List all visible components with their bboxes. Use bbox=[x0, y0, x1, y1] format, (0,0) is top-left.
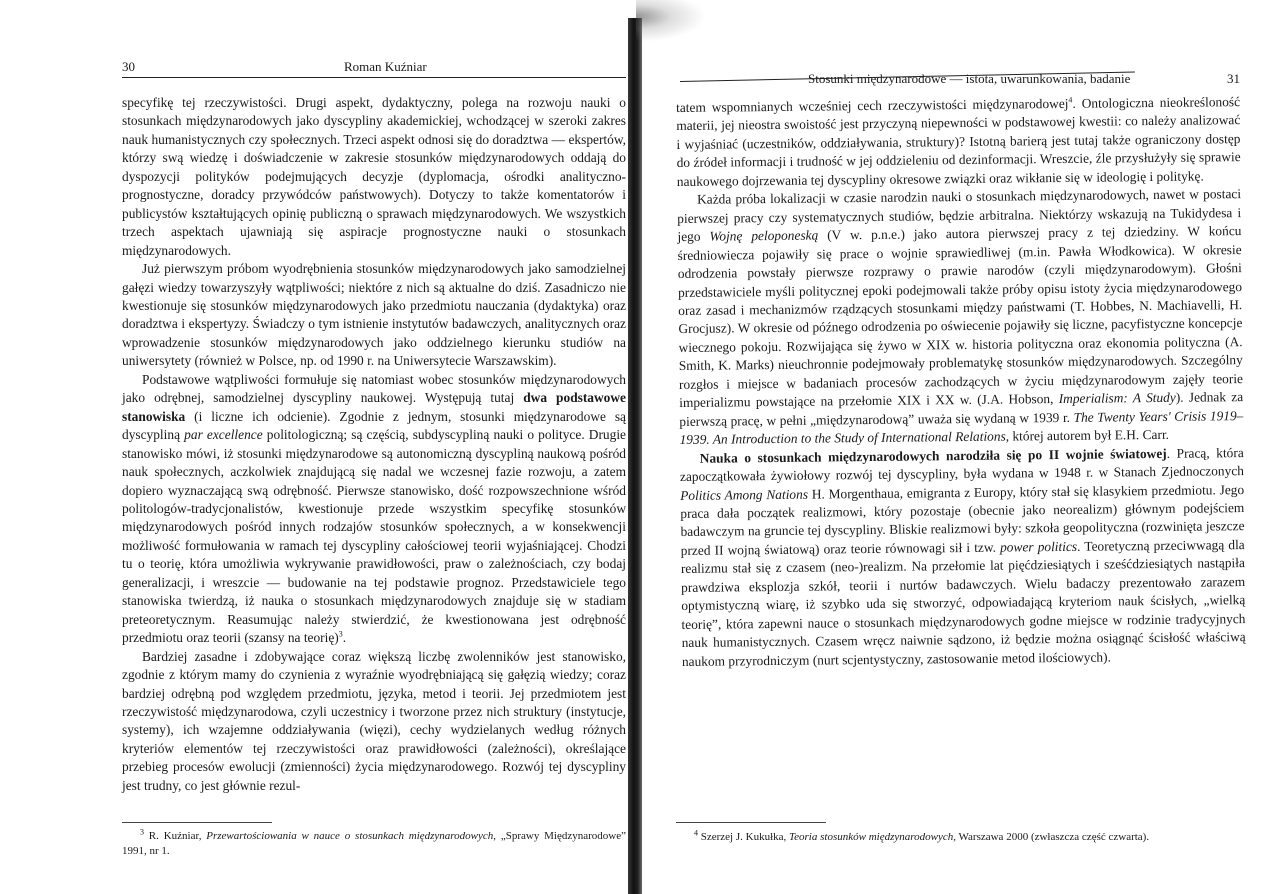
text-run: . Ontologiczna nieokreśloność materii, jej nieostra swoistość jest przyczyną niepewności w podstawowej kwestii: co należy analizować i wyjaśniać (uczestników, oddziaływania, struktury)? Istotną barierą jest tutaj także ograniczony dostęp do źródeł informacji i trudność w jej oddzieleniu od dezinformacji. Wreszcie, źle przysłużyły się sprawie naukowego dojrzewania tej dyscypliny okresowe związki oraz wikłanie się w ideologię i politykę. bbox=[676, 94, 1241, 189]
text-run: Bardziej zasadne i zdobywające coraz większą liczbę zwolenników jest stanowisko, zgodnie z którym mamy do czynienia z wyraźnie wyodrębniającą się gałęzią wiedzy; coraz bardziej odrębną pod względem przedmiotu, języka, metod i teorii. Jej przedmiotem jest rzeczywistość międzynarodowa, czyli uczestnicy i tworzone przez nich struktury (instytucje, systemy), ich wzajemne oddziaływania (więzi), cechy wydzielanych według różnych kryteriów elementów tej rzeczywistości oraz prawidłowości (zależności), określające przebieg procesów ewolucji (zmienności) życia międzynarodowego. Rozwój tej dyscypliny jest trudny, co jest głównie rezul- bbox=[122, 648, 626, 793]
text-run: , Warszawa 2000 (zwłaszcza część czwarta). bbox=[953, 831, 1150, 843]
text-run: politologiczną; są częścią, subdyscypliną nauki o polityce. Drugie stanowisko mówi, iż stosunki międzynarodowe są autonomiczną dyscypliną naukową pośród nauk społecznych, aczkolwiek znajdującą się nadal we wczesnej fazie rozwoju, a zatem dopiero wyznaczającą swą odrębność. Pierwsze stanowisko, dość rozpowszechnione wśród politologów-tradycjonalistów, kwestionuje przede wszystkim specyfikę stosunków międzynarodowych pośród innych rodzajów stosunków społecznych, a w konsekwencji możliwość formułowania w ramach tej dyscypliny całościowej teorii wyjaśniającej. Chodzi tu o teorię, która umożliwia wykrywanie prawidłowości, praw o zależnościach, czy bodaj generalizacji, i wreszcie — budowanie na tej podstawie prognoz. Przedstawiciele tego stanowiska twierdzą, iż nauka o stosunkach międzynarodowych znajduje się w stadiam preteoretycznym. Reasumując należy stwierdzić, że kwestionowana jest odrębność przedmiotu oraz teorii (szansy na teorię) bbox=[122, 427, 626, 646]
text-run: . Teoretyczną przeciwwagą dla realizmu stał się z czasem (neo-)realizm. Na przełomie lat pięćdziesiątych i sześćdziesiątych nastąpiła prawdziwa eksplozja szkół, teorii i nurtów badawczych. Wielu badaczy prezentowało zarazem optymistyczną wiarę, iż szybko uda się stworzyć, odpowiadającą kryteriom nauk ścisłych, „wielką teorię”, która zapewni nauce o stosunkach międzynarodowych godne miejsce w rodzinie tradycyjnych nauk humanistycznych. Czasem wręcz naiwnie sądzono, iż będzie można osiągnąć ścisłość właściwą naukom przyrodniczym (nurt scjentystyczny, zastosowanie metod ilościowych). bbox=[680, 536, 1246, 669]
left-footnotes bbox=[122, 829, 626, 858]
text-run: ). Jednak za pierwszą pracę, w pełni „międzynarodową” uważa się wydaną w 1939 r. bbox=[679, 389, 1244, 429]
text-run: Politics Among Nations bbox=[680, 486, 809, 503]
left-footnote-rule bbox=[122, 822, 272, 823]
text-run: specyfikę tej rzeczywistości. Drugi aspekt, dydaktyczny, polega na rozwoju nauki o stosunkach międzynarodowych jako dyscypliny akademickiej, wchodzącej w szeroki zakres nauk humanistycznych czy społecznych. Trzeci aspekt odnosi się do doradztwa — ekspertów, którzy swą wiedzę i doświadczenie w zakresie stosunków międzynarodowych oddają do dyspozycji polityków podejmujących decyzje (dyplomacja, ośrodki analityczno-prognostyczne, doradcy przywódców państwowych). Dotyczy to także komentatorów i publicystów kształtujących opinię publiczną o sprawach międzynarodowych. We wszystkich trzech aspektach ujawniają się aspiracje prognostyczne nauki o stosunkach międzynarodowych. bbox=[122, 95, 626, 258]
text-run: H. Morgenthaua, emigranta z Europy, który stał się klasykiem przedmiotu. Jego praca dała początek realizmowi, który pozostaje (obecnie jako neorealizm) głównym podejściem badawczym na gruncie tej dyscypliny. Bliskie realizmowi były: szkoła geopolityczna (rozwinięta jeszcze przed II wojną światową) oraz teorie równowagi sił i tzw. bbox=[680, 481, 1245, 558]
footnote-marker: 4 bbox=[694, 828, 698, 838]
right-footnotes bbox=[676, 830, 1240, 845]
footnote-marker: 3 bbox=[140, 827, 144, 837]
right-body-text-paragraph bbox=[677, 185, 1244, 449]
text-run: The Twenty Years' Crisis 1919–1939. An Introduction to the Study of International Relations bbox=[679, 407, 1244, 448]
text-run: , „Sprawy Międzynarodowe” 1991, nr 1. bbox=[122, 830, 626, 857]
footnote-marker: 3 bbox=[338, 629, 343, 639]
right-footnotes-paragraph bbox=[676, 830, 1240, 845]
text-run: , której autorem był E.H. Carr. bbox=[1005, 427, 1170, 444]
left-body-text bbox=[122, 94, 626, 795]
text-run: tatem wspomnianych wcześniej cech rzeczywistości międzynarodowej bbox=[676, 95, 1069, 115]
text-run: (V w. p.n.e.) jako autora pierwszej pracy z tej dziedziny. W końcu średniowiecza pojawiły się prace o wojnie sprawiedliwej (m.in. Pawła Włodkowica). W okresie odrodzenia powstały pierwsze rozprawy o prawie narodów (czyli międzynarodowym). Głośni przedstawiciele myśli politycznej epoki podejmowali także próby opisu istoty życia międzynarodowego oraz zasad i mechanizmów rządzących stosunkami między państwami (T. Hobbes, N. Machiavelli, H. Grocjusz). W okresie od późnego odrodzenia po oświecenie pojawiły się liczne, pacyfistyczne koncepcje wiecznego pokoju. Rozwijająca się żywo w XIX w. historia polityczna oraz ekonomia polityczna (A. Smith, K. Marks) nieuchronnie podejmowały problematykę stosunków międzynarodowych. Szczególny rozgłos i miejsce w badaniach procesów zachodzących w życiu międzynarodowym zajęły teorie imperializmu powstające na przełomie XIX i XX w. (J.A. Hobson, bbox=[677, 223, 1244, 411]
left-body-text-paragraph bbox=[122, 648, 626, 796]
text-run: Teoria stosunków międzynarodowych bbox=[789, 831, 954, 843]
text-run: dwa podstawowe stanowiska bbox=[122, 390, 626, 424]
right-page-number: 31 bbox=[1227, 71, 1240, 86]
text-run: Wojnę peloponeską bbox=[709, 227, 819, 244]
right-body-text-paragraph bbox=[680, 444, 1246, 671]
left-body-text-paragraph bbox=[122, 371, 626, 648]
right-footnote-rule bbox=[676, 822, 826, 823]
left-page-number: 30 bbox=[122, 59, 135, 74]
right-body-text-paragraph bbox=[676, 93, 1241, 191]
left-running-head bbox=[122, 59, 626, 78]
left-footnotes-paragraph bbox=[122, 829, 626, 858]
text-run: Przewartościowania w nauce o stosunkach międzynarodowych bbox=[206, 830, 494, 842]
right-body-text bbox=[676, 93, 1246, 671]
text-run: Imperialism: A Study bbox=[1058, 390, 1176, 407]
text-run: . Pracą, która zapoczątkowała żywiołowy rozwój tej dyscypliny, była wydana w 1948 r. w Stanach Zjednoczonych bbox=[679, 444, 1245, 485]
text-run: R. Kuźniar, bbox=[144, 830, 207, 842]
left-running-title: Roman Kuźniar bbox=[344, 59, 427, 74]
text-run: Każda próba lokalizacji w czasie narodzin nauki o stosunkach międzynarodowych, nawet w postaci pierwszej pracy czy systematycznych studiów, będzie arbitralna. Niektórzy wskazują na Tukidydesa i jego bbox=[677, 186, 1242, 245]
text-run: Już pierwszym próbom wyodrębnienia stosunków międzynarodowych jako samodzielnej gałęzi wiedzy towarzyszyły wątpliwości; niektóre z nich są aktualne do dziś. Zasadniczo nie kwestionuje się stosunków międzynarodowych jako przedmiotu nauczania (dydaktyka) oraz doradztwa i ekspertyzy. Świadczy o tym istnienie instytutów badawczych, analitycznych oraz wprowadzenie stosunków międzynarodowych jako oddzielnego kierunku studiów na uniwersytety (również w Polsce, np. od 1990 r. na Uniwersytecie Warszawskim). bbox=[122, 261, 626, 369]
text-run: par excellence bbox=[184, 427, 263, 443]
footnote-marker: 4 bbox=[1068, 95, 1073, 105]
text-run: . bbox=[342, 630, 347, 646]
right-running-title: Stosunki międzynarodowe — istota, uwarunkowania, badanie bbox=[808, 71, 1131, 86]
text-run: power politics bbox=[999, 538, 1078, 555]
right-page bbox=[640, 0, 1262, 894]
text-run: (i liczne ich odcienie). Zgodnie z jednym, stosunki międzynarodowe są dyscypliną bbox=[122, 408, 626, 443]
left-body-text-paragraph bbox=[122, 94, 626, 260]
text-run: Szerzej J. Kukułka, bbox=[698, 831, 790, 843]
text-run: Podstawowe wątpliwości formułuje się natomiast wobec stosunków międzynarodowych jako odrębnej, samodzielnej dyscypliny naukowej. Występują tutaj bbox=[122, 371, 626, 406]
text-run: Nauka o stosunkach międzynarodowych narodziła się po II wojnie światowej bbox=[699, 445, 1167, 466]
left-body-text-paragraph bbox=[122, 260, 626, 371]
